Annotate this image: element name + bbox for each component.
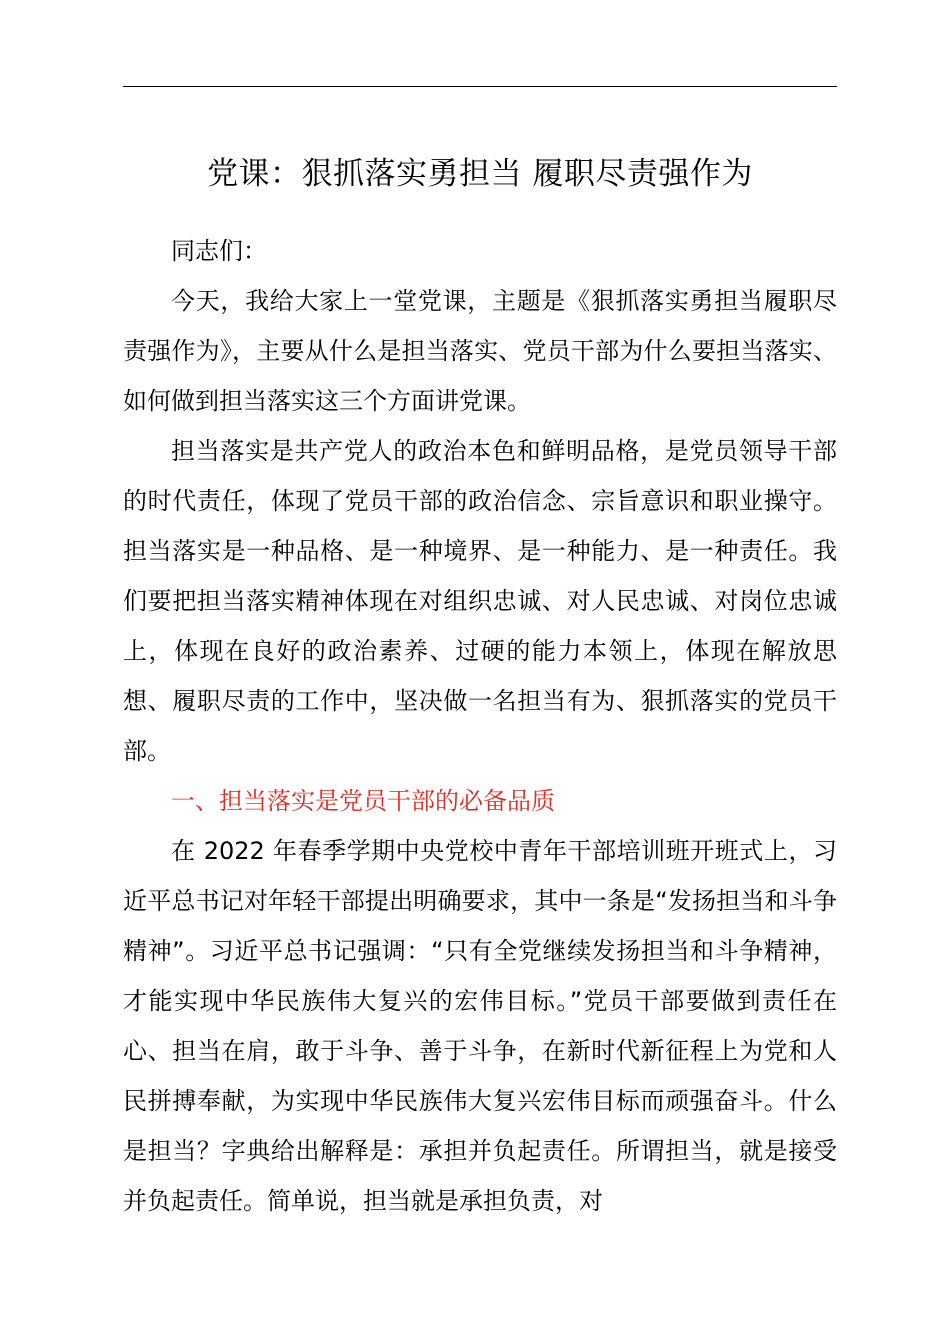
section-heading-1: 一、担当落实是党员干部的必备品质 — [171, 787, 555, 815]
paragraph-section-1: 在 2022 年春季学期中央党校中青年干部培训班开班式上，习近平总书记对年轻干部提出明确要求，其中一条是“发扬担当和斗争精神”。习近平总书记强调：“只有全党继续发扬担当和斗争精神，才能实现中华民族伟大复兴的宏伟目标。”党员干部要做到责任在心、担当在肩，敢于斗争、善于斗争，在新时代新征程上为党和人民拼搏奉献，为实现中华民族伟大复兴宏伟目标而顽强奋斗。什么是担当？字典给出解释是：承担并负起责任。所谓担当，就是接受并负起责任。简单说，担当就是承担负责，对 — [123, 837, 837, 1215]
document-body — [123, 226, 837, 1226]
paragraph-intro: 今天，我给大家上一堂党课，主题是《狠抓落实勇担当履职尽责强作为》，主要从什么是担当落实、党员干部为什么要担当落实、如何做到担当落实这三个方面讲党课。 — [123, 287, 837, 415]
header-rule — [123, 86, 837, 87]
document-title: 党课：狠抓落实勇担当 履职尽责强作为 — [207, 156, 753, 192]
salutation: 同志们： — [171, 237, 267, 265]
paragraph-overview: 担当落实是共产党人的政治本色和鲜明品格，是党员领导干部的时代责任，体现了党员干部的政治信念、宗旨意识和职业操守。担当落实是一种品格、是一种境界、是一种能力、是一种责任。我们要把担当落实精神体现在对组织忠诚、对人民忠诚、对岗位忠诚上，体现在良好的政治素养、过硬的能力本领上，体现在解放思想、履职尽责的工作中，坚决做一名担当有为、狠抓落实的党员干部。 — [123, 437, 837, 765]
